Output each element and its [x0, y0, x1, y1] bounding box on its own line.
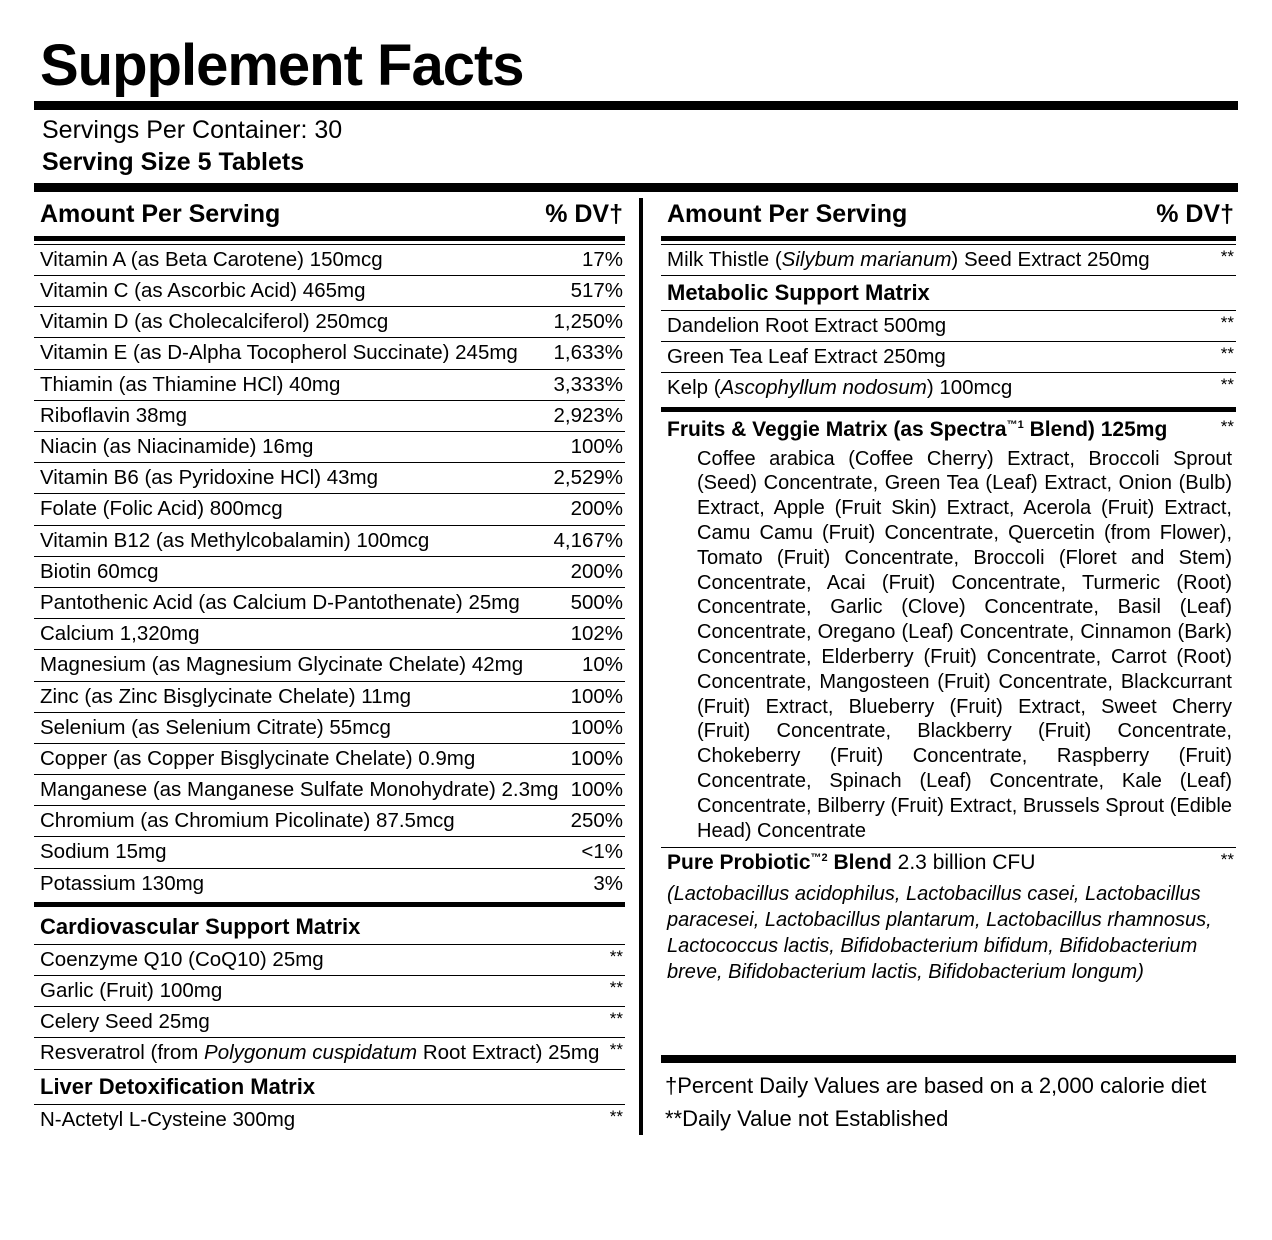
nutrient-dv: **: [609, 946, 623, 966]
table-row: [34, 1006, 625, 1037]
milk-thistle-latin: Silybum marianum: [781, 247, 952, 271]
left-dv-header: % DV†: [545, 199, 623, 228]
table-row: [34, 587, 625, 618]
right-column-spacer: [661, 991, 1236, 1049]
nutrient-name: Potassium 130mg: [40, 871, 205, 895]
nutrient-dv: **: [1220, 246, 1234, 266]
liver-heading: Liver Detoxification Matrix: [34, 1069, 625, 1104]
resveratrol-latin: Polygonum cuspidatum: [204, 1041, 418, 1065]
header-divider: [34, 183, 1238, 192]
kelp-suffix: ) 100mcg: [926, 376, 1013, 400]
servings-per-container: Servings Per Container: 30: [42, 115, 343, 144]
nutrient-name: Vitamin C (as Ascorbic Acid) 465mg: [40, 279, 366, 303]
nutrient-name: Vitamin B6 (as Pyridoxine HCl) 43mg: [40, 466, 378, 490]
metabolic-heading: Metabolic Support Matrix: [661, 275, 1236, 310]
table-row: [34, 681, 625, 712]
nutrient-dv: 10%: [581, 653, 623, 677]
nutrient-name: Coenzyme Q10 (CoQ10) 25mg: [40, 947, 324, 971]
table-row: [34, 1104, 625, 1135]
nutrient-name: Magnesium (as Magnesium Glycinate Chelate) 42mg: [40, 653, 524, 677]
nutrient-dv: 3,333%: [553, 372, 623, 396]
facts-columns: [34, 198, 1238, 1135]
fruits-veggie-ingredients: Coffee arabica (Coffee Cherry) Extract, Broccoli Sprout (Seed) Concentrate, Green Tea (Leaf) Extract, Onion (Bulb) Extract, Apple (Fruit Skin) Extract, Acerola (Fruit) Extract, Camu Camu (Fruit) Concentrate, Quercetin (from Flower), Tomato (Fruit) Concentrate, Broccoli (Floret and Stem) Concentrate, Acai (Fruit) Concentrate, Turmeric (Root) Concentrate, Garlic (Clove) Concentrate, Basil (Leaf) Concentrate, Oregano (Leaf) Concentrate, Cinnamon (Bark) Concentrate, Elderberry (Fruit) Concentrate, Carrot (Root) Concentrate, Mangosteen (Fruit) Concentrate, Blackcurrant (Fruit) Extract, Blueberry (Fruit) Extract, Sweet Cherry (Fruit) Concentrate, Blackberry (Fruit) Concentrate, Chokeberry (Fruit) Concentrate, Raspberry (Fruit) Concentrate, Spinach (Leaf) Concentrate, Kale (Leaf) Concentrate, Bilberry (Fruit) Extract, Brussels Sprout (Edible Head) Concentrate: [697, 447, 1232, 842]
nutrient-name: Dandelion Root Extract 500mg: [667, 314, 947, 338]
table-row: [34, 462, 625, 493]
nutrient-name: Garlic (Fruit) 100mg: [40, 979, 223, 1003]
table-row: [34, 805, 625, 836]
probiotic-label-1: Pure Probiotic: [667, 851, 811, 875]
nutrient-name: Vitamin E (as D-Alpha Tocopherol Succinate) 245mg: [40, 341, 518, 365]
nutrient-dv: **: [1220, 313, 1234, 333]
nutrient-name: [667, 376, 1022, 400]
nutrient-dv: 1,250%: [553, 310, 623, 334]
footnote-divider: [661, 1055, 1236, 1063]
fruits-veggie-label-2: Blend) 125mg: [1023, 417, 1168, 441]
footnote-not-established: **Daily Value not Established: [665, 1105, 949, 1131]
resveratrol-suffix: Root Extract) 25mg: [417, 1041, 600, 1065]
left-section-rule: [34, 902, 625, 907]
table-row: [34, 944, 625, 975]
nutrient-name: N-Actetyl L-Cysteine 300mg: [40, 1107, 296, 1131]
fruits-veggie-rule: [661, 407, 1236, 412]
table-row: [34, 493, 625, 524]
nutrient-name: Pantothenic Acid (as Calcium D-Pantothenate) 25mg: [40, 590, 520, 614]
kelp-latin: Ascophyllum nodosum: [720, 376, 927, 400]
nutrient-name: Green Tea Leaf Extract 250mg: [667, 345, 946, 369]
nutrient-name: Celery Seed 25mg: [40, 1010, 210, 1034]
nutrient-dv: 100%: [570, 435, 623, 459]
fruits-veggie-label-1: Fruits & Veggie Matrix (as Spectra: [667, 417, 1007, 441]
nutrient-dv: **: [609, 1040, 623, 1060]
nutrient-name: Chromium (as Chromium Picolinate) 87.5mcg: [40, 809, 455, 833]
table-row: [34, 306, 625, 337]
nutrient-dv: <1%: [581, 840, 623, 864]
nutrient-name: Vitamin A (as Beta Carotene) 150mcg: [40, 247, 383, 271]
column-divider: [639, 198, 643, 1135]
milk-thistle-prefix: Milk Thistle (: [667, 247, 782, 271]
probiotic-dv: **: [1220, 850, 1234, 870]
table-row: [34, 400, 625, 431]
nutrient-dv: 100%: [570, 684, 623, 708]
nutrient-name: [667, 248, 1160, 272]
table-row: [34, 431, 625, 462]
nutrient-name: Riboflavin 38mg: [40, 403, 187, 427]
nutrient-name: Calcium 1,320mg: [40, 622, 200, 646]
footnote-daily-values: †Percent Daily Values are based on a 2,000 calorie diet: [665, 1073, 1207, 1099]
nutrient-dv: 100%: [570, 715, 623, 739]
table-row: [34, 774, 625, 805]
table-row: [34, 743, 625, 774]
right-dv-header: % DV†: [1156, 199, 1234, 228]
nutrient-dv: 2,923%: [553, 403, 623, 427]
table-row: [34, 649, 625, 680]
nutrient-dv: **: [609, 1106, 623, 1126]
table-row: [34, 975, 625, 1006]
table-row: [661, 341, 1236, 372]
right-header-rule: [661, 236, 1236, 241]
left-amount-header: Amount Per Serving: [40, 199, 281, 228]
table-row: [34, 337, 625, 368]
nutrient-dv: 2,529%: [553, 466, 623, 490]
probiotic-amount: 2.3 billion CFU: [891, 851, 1036, 875]
nutrient-name: Copper (as Copper Bisglycinate Chelate) 0.9mg: [40, 746, 476, 770]
probiotic-trademark: ™2: [810, 852, 828, 865]
table-row: [34, 836, 625, 867]
nutrient-dv: **: [609, 978, 623, 998]
nutrient-name: Biotin 60mcg: [40, 559, 159, 583]
nutrient-name: Selenium (as Selenium Citrate) 55mcg: [40, 715, 391, 739]
table-row: [34, 1037, 625, 1068]
title-divider: [34, 101, 1238, 110]
nutrient-dv: 200%: [570, 497, 623, 521]
nutrient-name: Thiamin (as Thiamine HCl) 40mg: [40, 372, 341, 396]
nutrient-dv: 200%: [570, 559, 623, 583]
table-row: [34, 369, 625, 400]
table-row: [34, 525, 625, 556]
nutrient-name: Vitamin D (as Cholecalciferol) 250mcg: [40, 310, 389, 334]
page-title: Supplement Facts: [40, 33, 524, 98]
milk-thistle-suffix: ) Seed Extract 250mg: [951, 247, 1150, 271]
table-row: [34, 275, 625, 306]
fruits-veggie-heading: [661, 415, 1236, 444]
nutrient-dv: 102%: [570, 622, 623, 646]
nutrient-dv: 100%: [570, 778, 623, 802]
nutrient-dv: 4,167%: [553, 528, 623, 552]
probiotic-label-2: Blend: [827, 851, 892, 875]
kelp-prefix: Kelp (: [667, 376, 721, 400]
probiotic-strains: (Lactobacillus acidophilus, Lactobacillus casei, Lactobacillus paracesei, Lactobacillus plantarum, Lactobacillus rhamnosus, Lactococcus lactis, Bifidobacterium bifidum, Bifidobacterium breve, Bifidobacterium lactis, Bifidobacterium longum): [667, 883, 1212, 984]
table-row: [34, 712, 625, 743]
table-row: [34, 556, 625, 587]
nutrient-dv: 500%: [570, 590, 623, 614]
left-column-header: [34, 198, 625, 233]
nutrient-name: Sodium 15mg: [40, 840, 167, 864]
table-row: [34, 244, 625, 275]
nutrient-dv: **: [1220, 375, 1234, 395]
right-column: [651, 198, 1236, 1135]
nutrient-name: Folate (Folic Acid) 800mcg: [40, 497, 283, 521]
fruits-veggie-trademark: ™1: [1006, 418, 1024, 431]
table-row: [661, 372, 1236, 403]
nutrient-dv: **: [1220, 344, 1234, 364]
nutrient-name: [40, 1041, 609, 1065]
nutrient-dv: 250%: [570, 809, 623, 833]
table-row: [661, 244, 1236, 275]
resveratrol-prefix: Resveratrol (from: [40, 1041, 205, 1065]
nutrient-dv: 100%: [570, 746, 623, 770]
nutrient-name: Manganese (as Manganese Sulfate Monohydrate) 2.3mg: [40, 778, 559, 802]
serving-size: Serving Size 5 Tablets: [42, 147, 305, 176]
table-row: [34, 868, 625, 899]
table-row: [661, 310, 1236, 341]
nutrient-dv: 1,633%: [553, 341, 623, 365]
right-column-header: [661, 198, 1236, 233]
nutrient-dv: **: [609, 1009, 623, 1029]
nutrient-dv: 3%: [593, 871, 623, 895]
cardiovascular-heading: Cardiovascular Support Matrix: [40, 913, 361, 939]
probiotic-heading: [661, 847, 1236, 877]
fruits-veggie-dv: **: [1220, 416, 1234, 436]
nutrient-name: Zinc (as Zinc Bisglycinate Chelate) 11mg: [40, 684, 412, 708]
nutrient-name: Vitamin B12 (as Methylcobalamin) 100mcg: [40, 528, 430, 552]
table-row: [34, 618, 625, 649]
right-amount-header: Amount Per Serving: [667, 199, 908, 228]
left-column: [34, 198, 639, 1135]
nutrient-name: Niacin (as Niacinamide) 16mg: [40, 435, 314, 459]
nutrient-dv: 17%: [581, 247, 623, 271]
left-header-rule: [34, 236, 625, 241]
nutrient-dv: 517%: [570, 279, 623, 303]
